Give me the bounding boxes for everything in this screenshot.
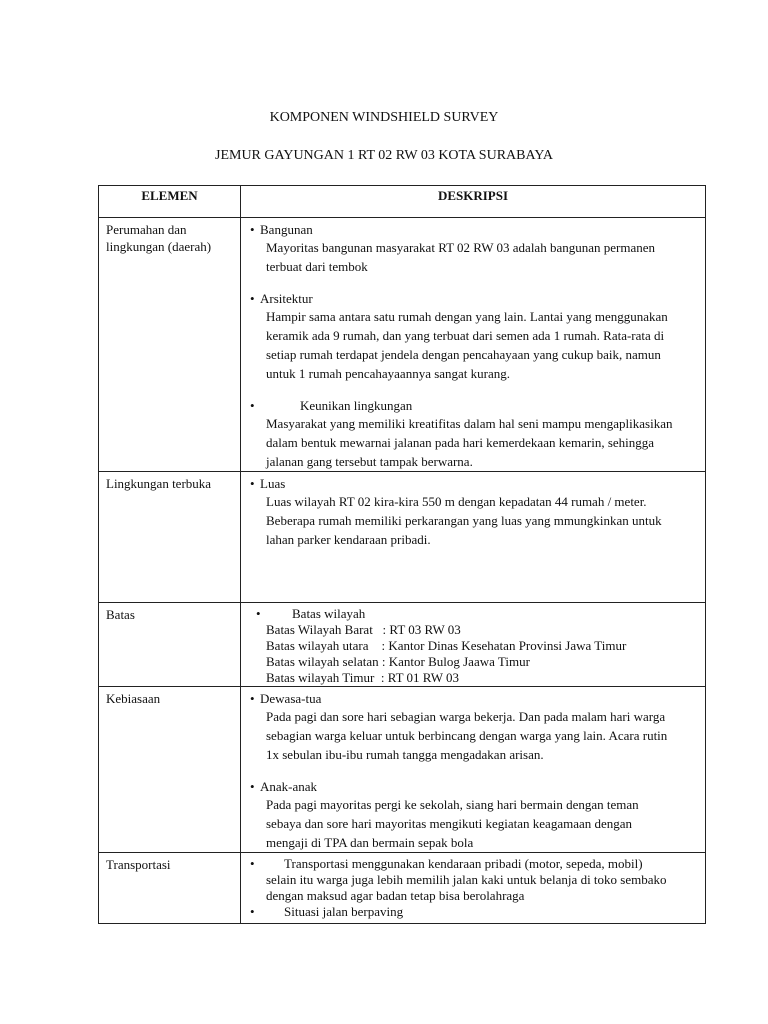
item-heading: Dewasa-tua — [260, 691, 322, 706]
row-description — [241, 603, 706, 687]
bullet-icon: • — [250, 904, 255, 919]
item-text: Masyarakat yang memiliki kreatifitas dalam hal seni mampu mengaplikasikan — [266, 416, 673, 431]
list-item — [250, 690, 697, 764]
item-heading: Keunikan lingkungan — [300, 398, 413, 413]
table-row — [99, 603, 706, 687]
header-deskripsi: DESKRIPSI — [241, 186, 706, 218]
list-item — [250, 475, 697, 549]
list-item — [250, 221, 697, 276]
item-text: dalam bentuk mewarnai jalanan pada hari kemerdekaan kemarin, sehingga — [266, 435, 655, 450]
row-label: Lingkungan terbuka — [99, 472, 241, 603]
row-label: Kebiasaan — [99, 687, 241, 853]
item-heading: Arsitektur — [260, 291, 313, 306]
document-subtitle: JEMUR GAYUNGAN 1 RT 02 RW 03 KOTA SURABAYA — [215, 148, 553, 163]
bullet-icon: • — [250, 856, 255, 871]
row-description — [241, 687, 706, 853]
list-item — [250, 397, 697, 471]
list-item — [250, 290, 697, 383]
item-heading: Bangunan — [260, 222, 313, 237]
item-text: Beberapa rumah memiliki perkarangan yang luas yang mmungkinkan untuk — [266, 513, 662, 528]
item-text: Batas wilayah selatan : Kantor Bulog Jaawa Timur — [266, 654, 530, 669]
item-text: Batas wilayah Timur : RT 01 RW 03 — [266, 670, 460, 685]
bullet-icon: • — [250, 691, 255, 706]
item-heading: Situasi jalan berpaving — [284, 904, 404, 919]
item-text: Pada pagi mayoritas pergi ke sekolah, siang hari bermain dengan teman — [266, 797, 639, 812]
survey-table — [98, 185, 706, 924]
row-description — [241, 218, 706, 472]
list-item — [250, 606, 697, 686]
item-text: jalanan gang tersebut tampak berwarna. — [266, 454, 473, 469]
table-row — [99, 853, 706, 924]
item-heading: Transportasi menggunakan kendaraan pribadi (motor, sepeda, mobil) — [284, 856, 643, 871]
item-text: sebaya dan sore hari mayoritas mengikuti kegiatan keagamaan dengan — [266, 816, 633, 831]
bullet-icon: • — [250, 291, 255, 306]
item-text: dengan maksud agar badan tetap bisa berolahraga — [266, 888, 525, 903]
item-text: Batas wilayah utara : Kantor Dinas Kesehatan Provinsi Jawa Timur — [266, 638, 627, 653]
row-label: Perumahan dan lingkungan (daerah) — [99, 218, 241, 472]
bullet-icon: • — [250, 222, 255, 237]
item-text: Luas wilayah RT 02 kira-kira 550 m dengan kepadatan 44 rumah / meter. — [266, 494, 647, 509]
list-item — [250, 856, 697, 904]
row-description — [241, 472, 706, 603]
bullet-icon: • — [250, 476, 255, 491]
table-header-row — [99, 186, 706, 218]
item-text: mengaji di TPA dan bermain sepak bola — [266, 835, 474, 850]
header-elemen: ELEMEN — [99, 186, 241, 218]
item-heading: Luas — [260, 476, 286, 491]
item-text: untuk 1 rumah pencahayaannya sangat kurang. — [266, 366, 511, 381]
item-text: Pada pagi dan sore hari sebagian warga bekerja. Dan pada malam hari warga — [266, 709, 666, 724]
item-text: selain itu warga juga lebih memilih jalan kaki untuk belanja di toko sembako — [266, 872, 667, 887]
item-text: sebagian warga keluar untuk berbincang dengan warga yang lain. Acara rutin — [266, 728, 668, 743]
document-title: KOMPONEN WINDSHIELD SURVEY — [269, 110, 499, 125]
item-text: 1x sebulan ibu-ibu rumah tangga mengadakan arisan. — [266, 747, 544, 762]
bullet-icon: • — [250, 779, 255, 794]
list-item — [250, 778, 697, 852]
item-text: setiap rumah terdapat jendela dengan pencahayaan yang cukup baik, namun — [266, 347, 661, 362]
item-heading: Anak-anak — [260, 779, 318, 794]
table-row — [99, 687, 706, 853]
row-description — [241, 853, 706, 924]
item-text: Batas Wilayah Barat : RT 03 RW 03 — [266, 622, 461, 637]
item-text: Hampir sama antara satu rumah dengan yang lain. Lantai yang menggunakan — [266, 309, 668, 324]
item-text: Mayoritas bangunan masyarakat RT 02 RW 03 adalah bangunan permanen — [266, 240, 655, 255]
bullet-icon: • — [256, 606, 261, 621]
table-row — [99, 218, 706, 472]
list-item — [250, 904, 697, 920]
bullet-icon: • — [250, 398, 255, 413]
item-text: terbuat dari tembok — [266, 259, 368, 274]
table-row — [99, 472, 706, 603]
item-text: keramik ada 9 rumah, dan yang terbuat dari semen ada 1 rumah. Rata-rata di — [266, 328, 665, 343]
row-label: Batas — [99, 603, 241, 687]
row-label: Transportasi — [99, 853, 241, 924]
item-heading: Batas wilayah — [292, 606, 366, 621]
item-text: lahan parker kendaraan pribadi. — [266, 532, 431, 547]
